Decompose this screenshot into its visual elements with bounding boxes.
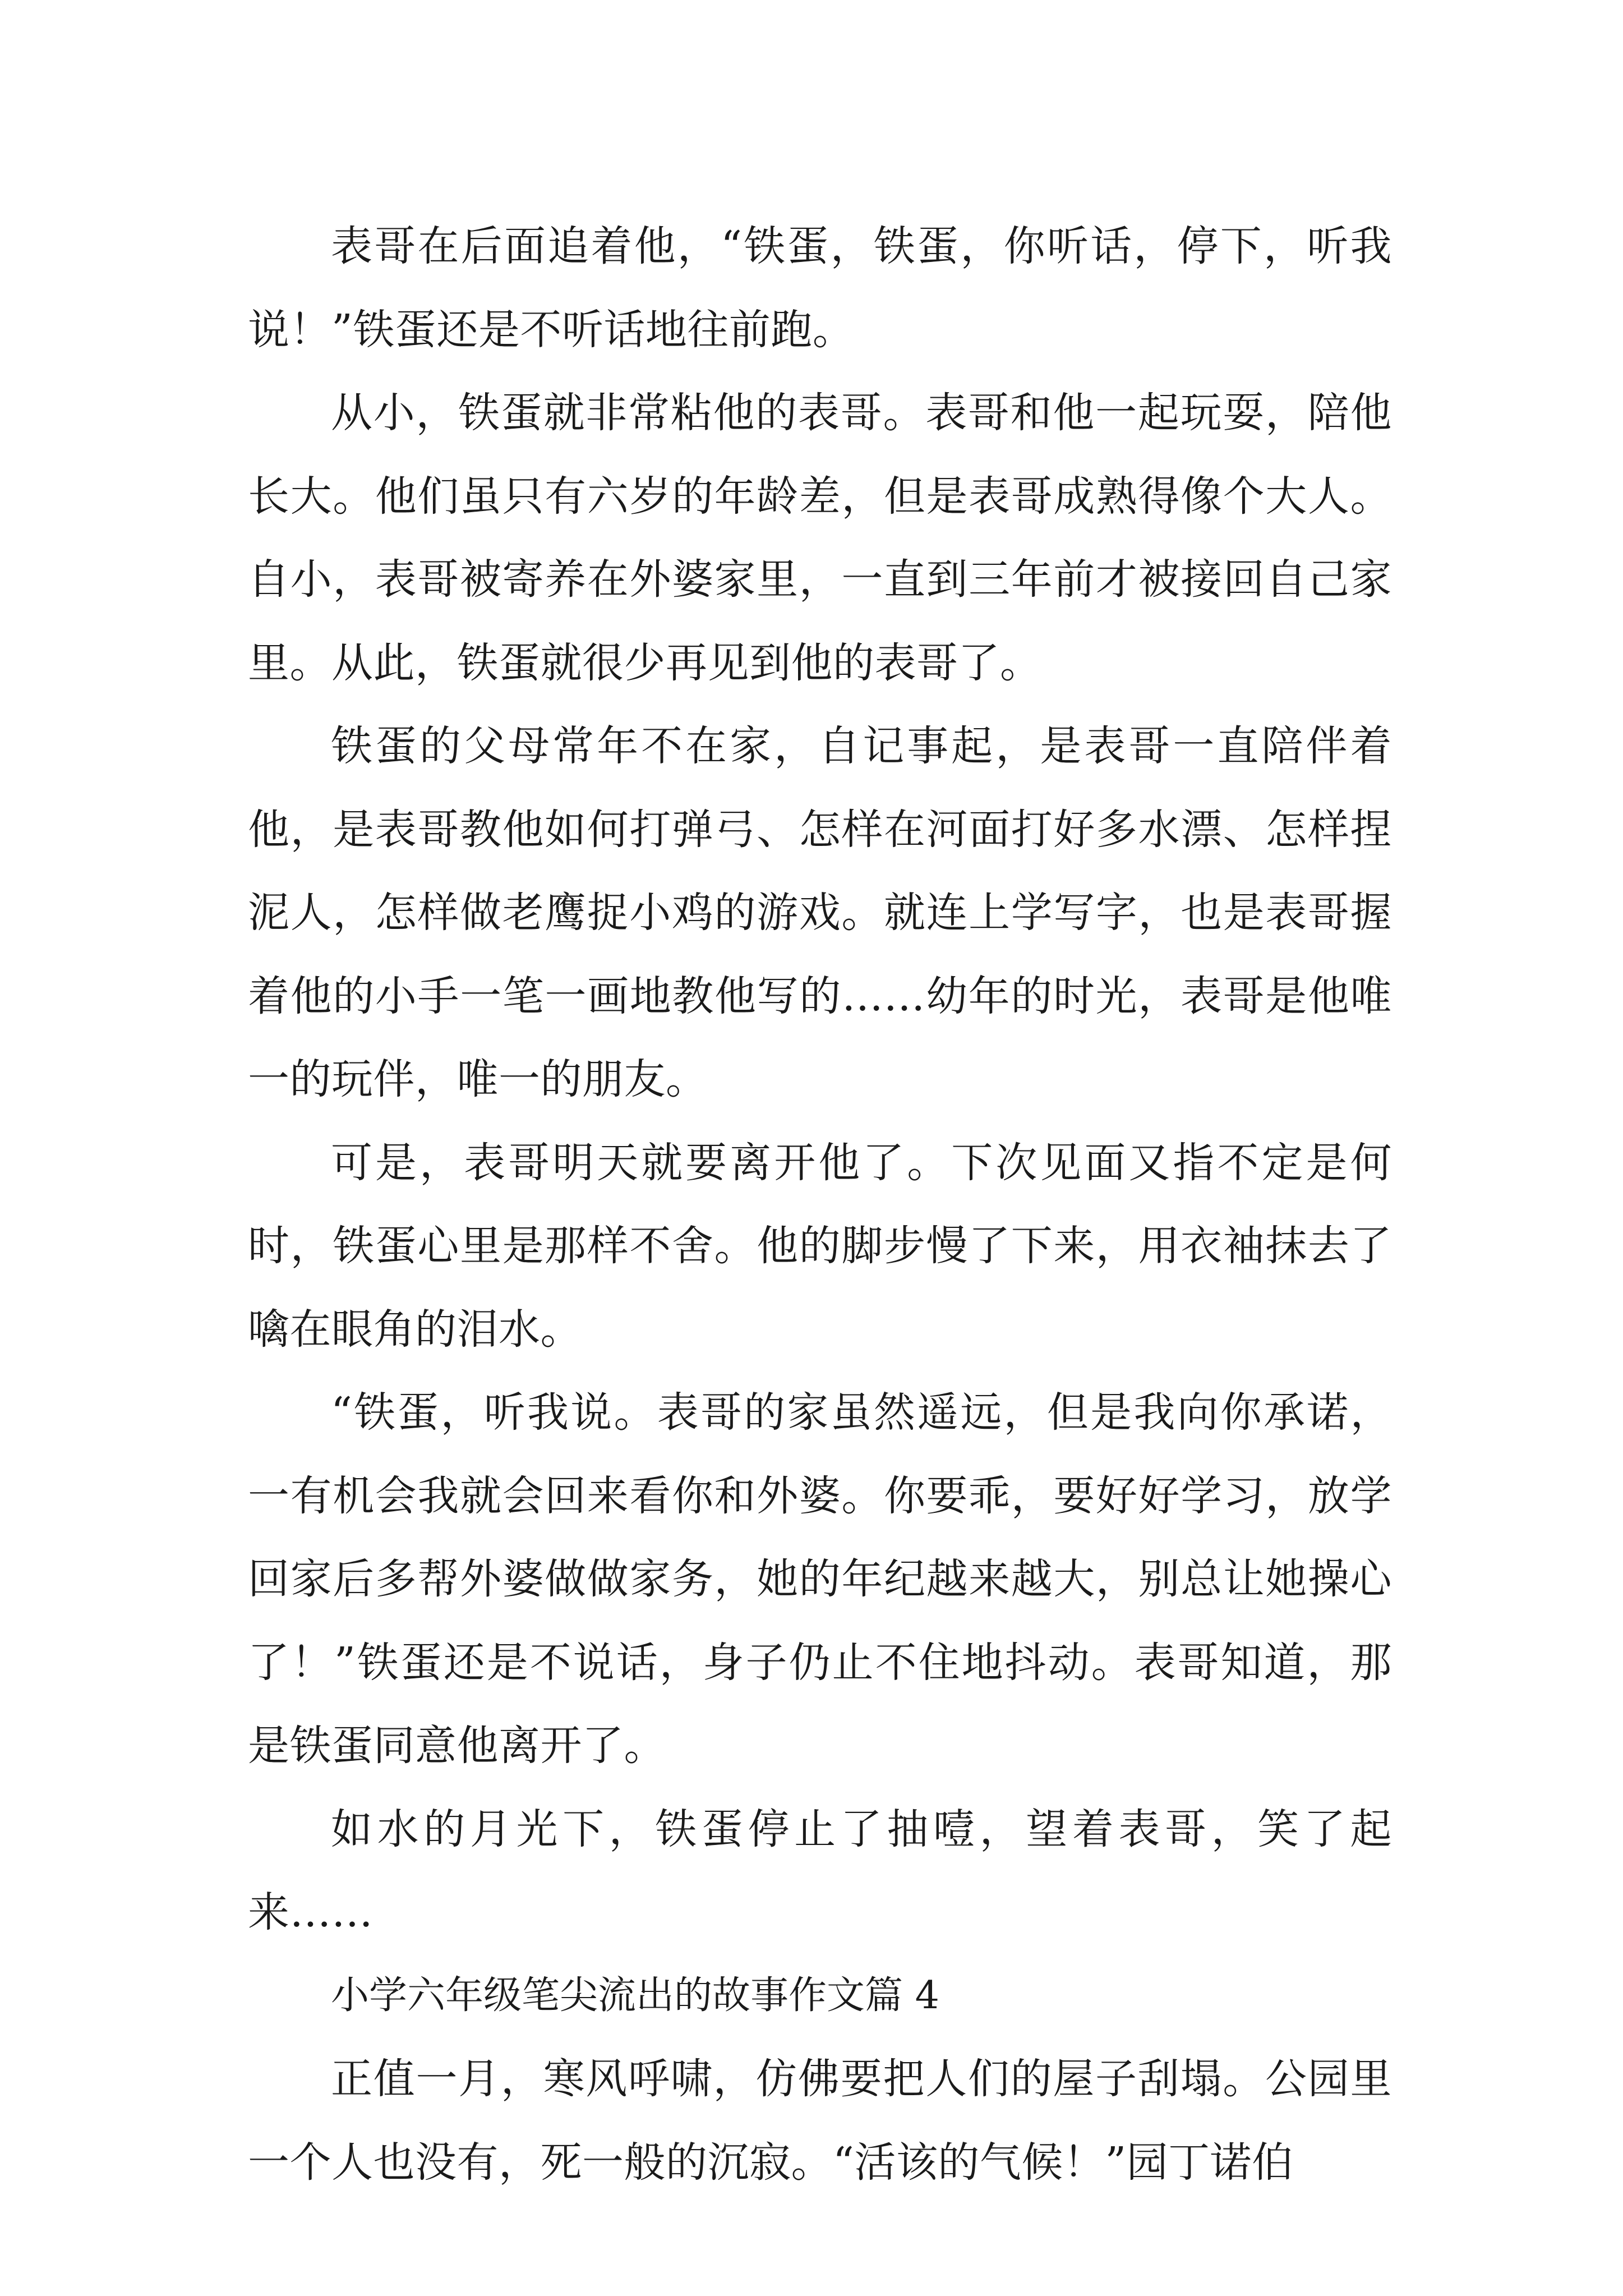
paragraph-7: 正值一月，寒风呼啸，仿佛要把人们的屋子刮塌。公园里一个人也没有，死一般的沉寂。“活该的气候！”园丁诺伯 [248,2055,1392,2187]
paragraph-5: “铁蛋，听我说。表哥的家虽然遥远，但是我向你承诺，一有机会我就会回来看你和外婆。你要乖，要好好学习，放学回家后多帮外婆做做家务，她的年纪越来越大，别总让她操心了！”铁蛋还是不说话，身子仍止不住地抖动。表哥知道，那是铁蛋同意他离开了。 [248,1388,1392,1770]
paragraph-1: 表哥在后面追着他，“铁蛋，铁蛋，你听话，停下，听我说！”铁蛋还是不听话地往前跑。 [248,222,1392,354]
section-heading: 小学六年级笔尖流出的故事作文篇 4 [331,1973,939,2018]
document-body [248,205,1392,2204]
paragraph-4: 可是，表哥明天就要离开他了。下次见面又指不定是何时，铁蛋心里是那样不舍。他的脚步慢了下来，用衣袖抹去了噙在眼角的泪水。 [248,1138,1392,1354]
paragraph-6: 如水的月光下，铁蛋停止了抽噎，望着表哥，笑了起来…… [248,1805,1392,1936]
paragraph-2: 从小，铁蛋就非常粘他的表哥。表哥和他一起玩耍，陪他长大。他们虽只有六岁的年龄差，但是表哥成熟得像个大人。自小，表哥被寄养在外婆家里，一直到三年前才被接回自己家里。从此，铁蛋就很少再见到他的表哥了。 [248,389,1392,687]
paragraph-3: 铁蛋的父母常年不在家，自记事起，是表哥一直陪伴着他，是表哥教他如何打弹弓、怎样在河面打好多水漂、怎样捏泥人，怎样做老鹰捉小鸡的游戏。就连上学写字，也是表哥握着他的小手一笔一画地教他写的……幼年的时光，表哥是他唯一的玩伴，唯一的朋友。 [248,722,1392,1103]
